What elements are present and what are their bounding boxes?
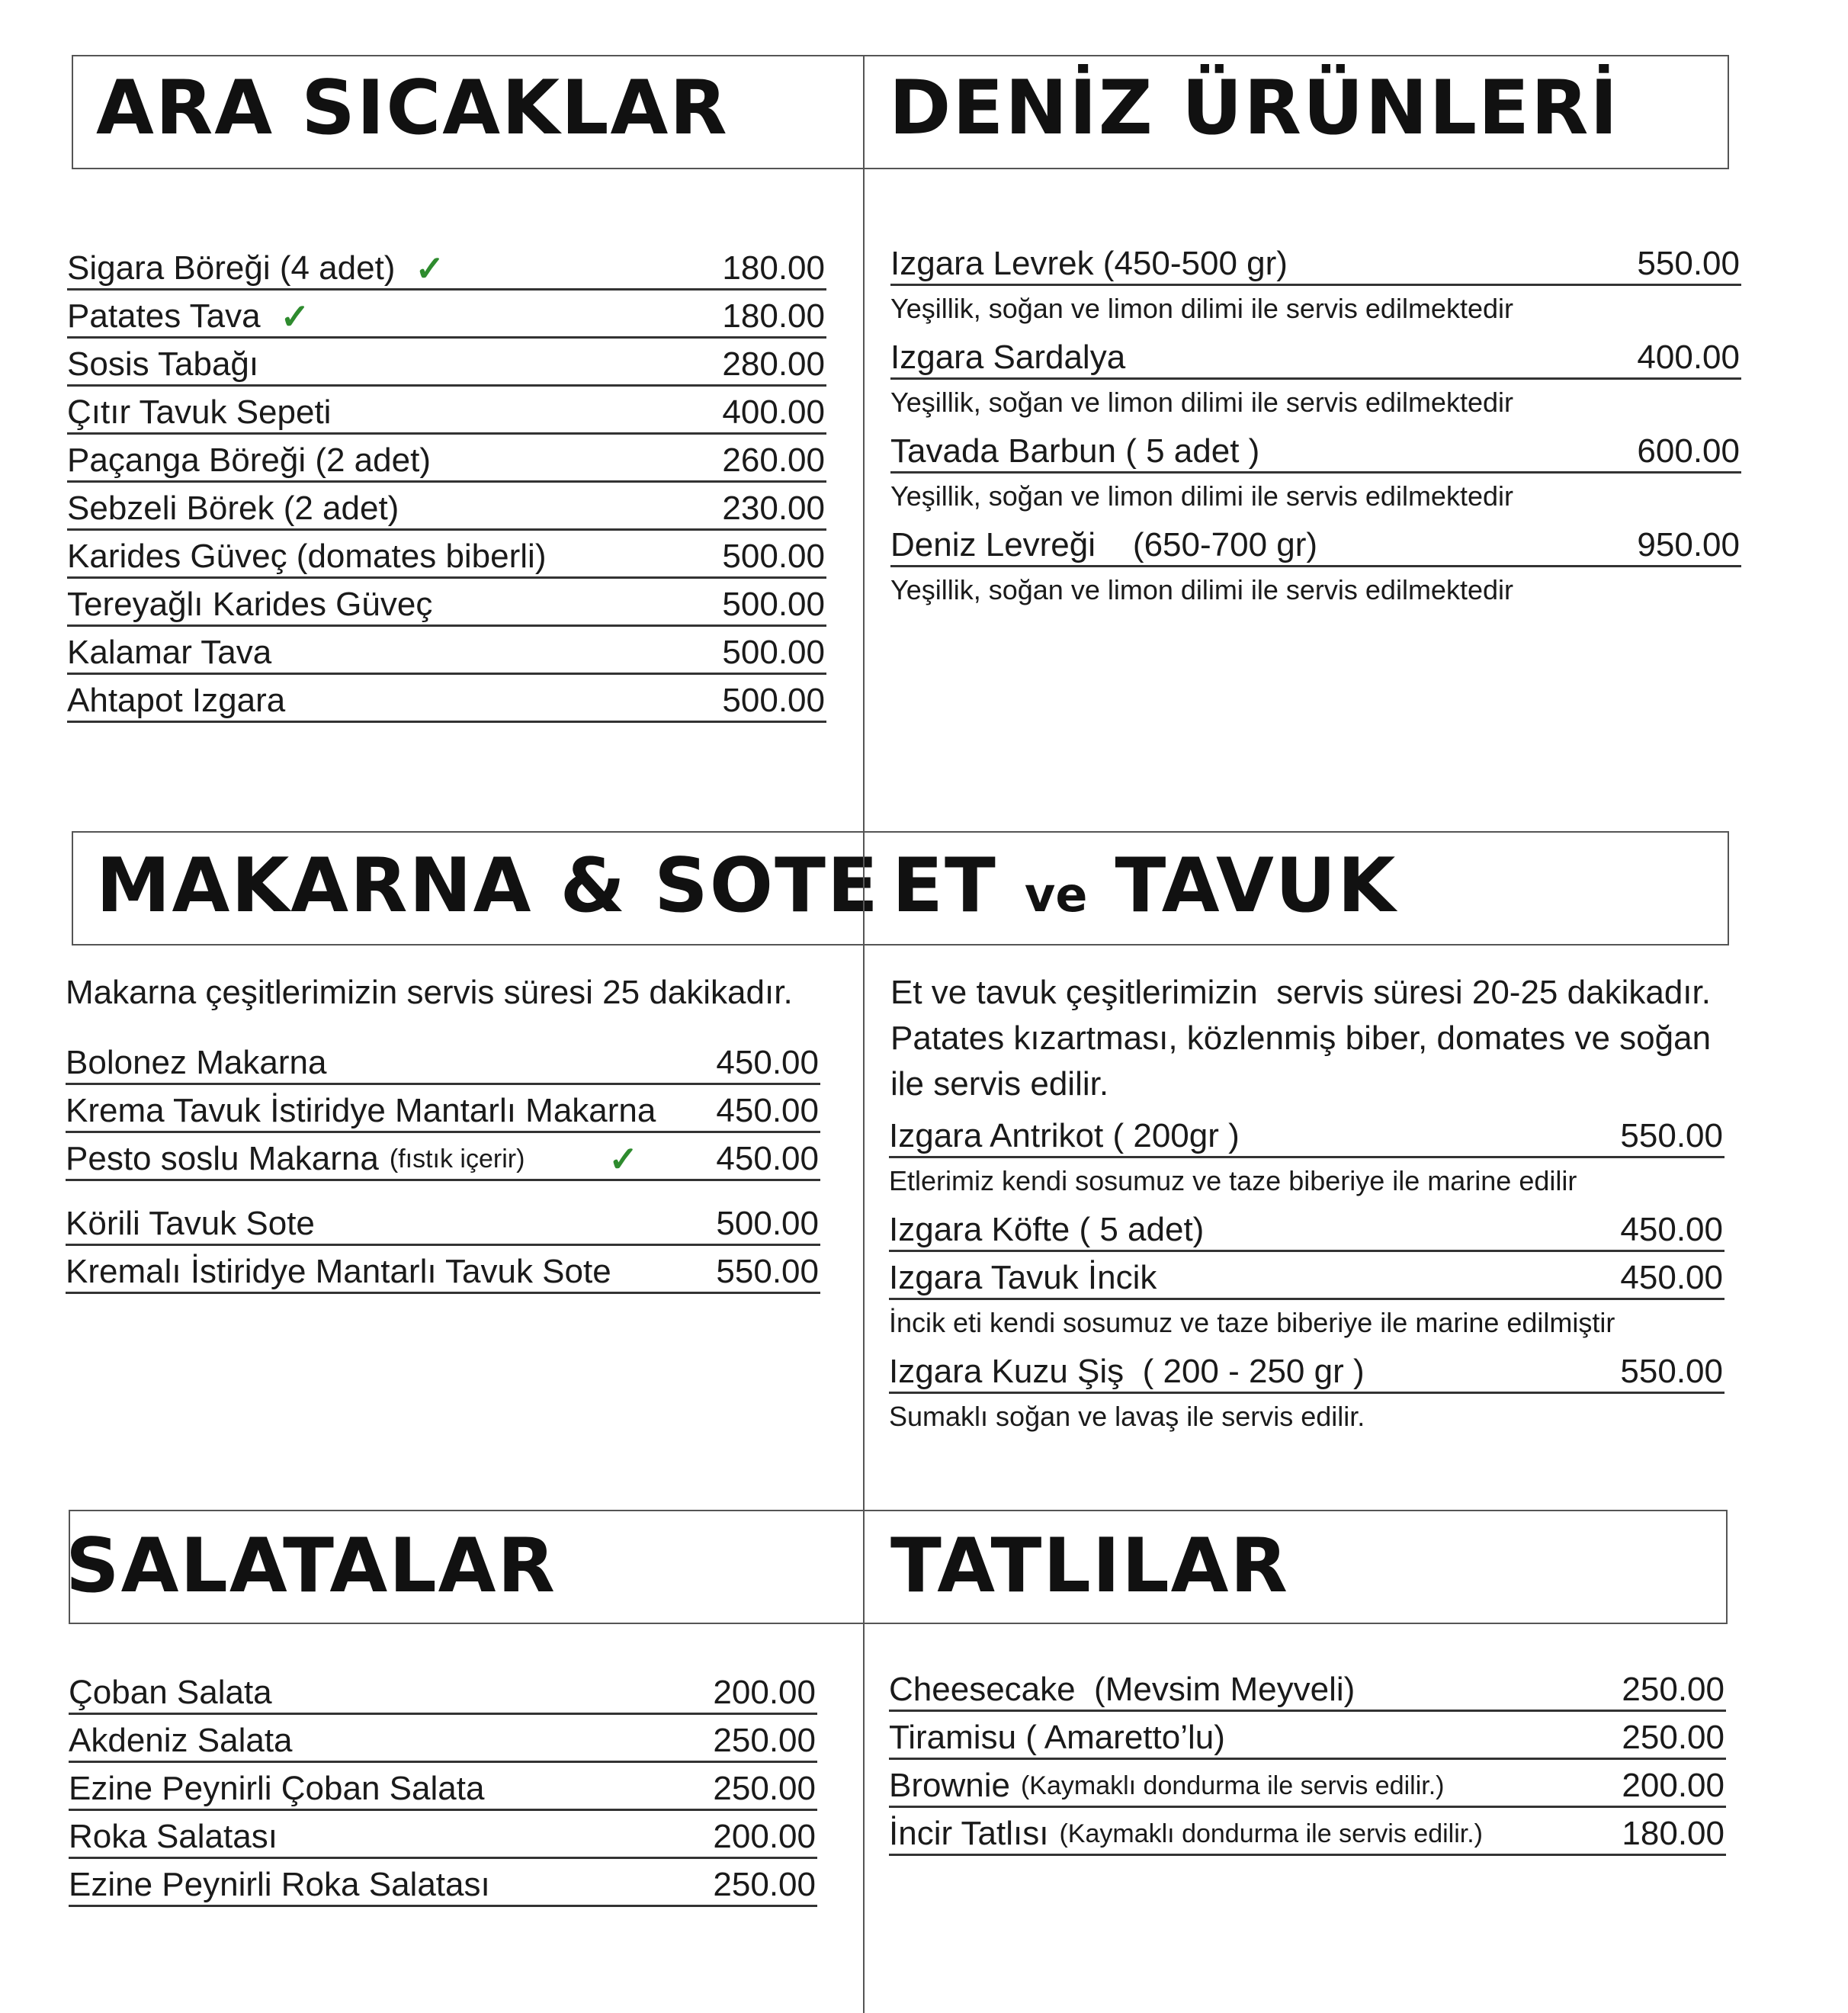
menu-item xyxy=(889,1766,1726,1808)
section-deniz-urunleri xyxy=(890,244,1741,619)
section-title-makarna-sote: MAKARNA & SOTE xyxy=(96,843,880,929)
menu-item xyxy=(889,1814,1726,1856)
item-description: Sumaklı soğan ve lavaş ile servis edilir. xyxy=(889,1401,1365,1432)
section-ara-sicaklar xyxy=(67,249,826,729)
item-price: 250.00 xyxy=(713,1866,816,1903)
leaf-icon: ✓ xyxy=(415,249,445,288)
item-name: Brownie xyxy=(889,1767,1010,1804)
item-name: Roka Salatası xyxy=(69,1818,278,1855)
menu-item xyxy=(69,1865,817,1907)
item-price: 550.00 xyxy=(716,1253,819,1290)
item-price: 500.00 xyxy=(716,1205,819,1242)
item-name: Tereyağlı Karides Güveç xyxy=(67,586,433,623)
title-ve: ve xyxy=(1024,867,1088,923)
menu-item xyxy=(889,1116,1724,1158)
menu-item xyxy=(67,345,826,387)
item-description: Yeşillik, soğan ve limon dilimi ile servis edilmektedir xyxy=(890,293,1513,324)
item-price: 550.00 xyxy=(1620,1353,1723,1390)
item-description: Yeşillik, soğan ve limon dilimi ile servis edilmektedir xyxy=(890,387,1513,418)
item-price: 400.00 xyxy=(722,393,825,431)
item-price: 250.00 xyxy=(1622,1671,1724,1708)
item-name: Izgara Kuzu Şiş ( 200 - 250 gr ) xyxy=(889,1353,1365,1390)
item-price: 200.00 xyxy=(713,1818,816,1855)
item-price: 250.00 xyxy=(713,1770,816,1807)
menu-item xyxy=(67,297,826,339)
item-name: İncir Tatlısı xyxy=(889,1815,1049,1852)
item-name: Kremalı İstiridye Mantarlı Tavuk Sote xyxy=(66,1253,611,1290)
item-name: Tavada Barbun ( 5 adet ) xyxy=(890,432,1260,470)
section-intro-et xyxy=(890,970,1711,1107)
item-name: Paçanga Böreği (2 adet) xyxy=(67,441,431,479)
item-name: Akdeniz Salata xyxy=(69,1722,293,1759)
section-tatlilar xyxy=(889,1670,1726,1862)
section-title-tatlilar: TATLILAR xyxy=(890,1523,1289,1610)
item-name: Çoban Salata xyxy=(69,1674,272,1711)
menu-item xyxy=(67,489,826,531)
item-name: Krema Tavuk İstiridye Mantarlı Makarna xyxy=(66,1092,656,1129)
item-name: Bolonez Makarna xyxy=(66,1044,327,1081)
menu-item xyxy=(66,1043,820,1085)
section-title-deniz-urunleri: DENİZ ÜRÜNLERİ xyxy=(889,65,1619,152)
item-price: 400.00 xyxy=(1637,339,1740,376)
menu-item xyxy=(69,1721,817,1763)
menu-item xyxy=(889,1670,1726,1712)
menu-item xyxy=(69,1817,817,1859)
leaf-icon: ✓ xyxy=(608,1139,638,1179)
item-price: 180.00 xyxy=(722,249,825,287)
section-title-ara-sicaklar: ARA SICAKLAR xyxy=(96,65,729,152)
menu-item xyxy=(67,633,826,675)
menu-item xyxy=(69,1769,817,1811)
item-name: Çıtır Tavuk Sepeti xyxy=(67,393,332,431)
item-name: Izgara Levrek (450-500 gr) xyxy=(890,245,1288,282)
center-divider xyxy=(863,55,865,2013)
leaf-icon: ✓ xyxy=(280,297,310,336)
menu-item xyxy=(67,681,826,723)
item-description: İncik eti kendi sosumuz ve taze biberiye ile marine edilmiştir xyxy=(889,1307,1615,1338)
menu-item xyxy=(67,249,826,291)
menu-item xyxy=(890,244,1741,286)
item-price: 550.00 xyxy=(1637,245,1740,282)
menu-item xyxy=(67,393,826,435)
item-description: Etlerimiz kendi sosumuz ve taze biberiye ile marine edilir xyxy=(889,1165,1577,1196)
menu-item xyxy=(889,1210,1724,1252)
menu-item xyxy=(66,1252,820,1294)
item-name: Ezine Peynirli Çoban Salata xyxy=(69,1770,485,1807)
section-title-et-tavuk xyxy=(892,843,1397,933)
item-price: 200.00 xyxy=(1622,1767,1724,1804)
intro-line: ile servis edilir. xyxy=(890,1065,1109,1103)
item-note: (Kaymaklı dondurma ile servis edilir.) xyxy=(1059,1819,1484,1848)
item-price: 250.00 xyxy=(713,1722,816,1759)
title-tavuk: TAVUK xyxy=(1115,843,1397,929)
intro-line: Patates kızartması, közlenmiş biber, domates ve soğan xyxy=(890,1019,1712,1057)
menu-item xyxy=(890,432,1741,474)
item-name: Deniz Levreği (650-700 gr) xyxy=(890,526,1318,563)
menu-item xyxy=(890,338,1741,380)
item-note: (fıstık içerir) xyxy=(389,1145,525,1173)
item-name: Izgara Sardalya xyxy=(890,339,1126,376)
section-intro-makarna: Makarna çeşitlerimizin servis süresi 25 dakikadır. xyxy=(66,974,793,1011)
section-et-tavuk xyxy=(889,1116,1724,1446)
item-price: 450.00 xyxy=(716,1140,819,1177)
item-name: Karides Güveç (domates biberli) xyxy=(67,538,547,575)
item-name: Kalamar Tava xyxy=(67,634,272,671)
menu-item xyxy=(66,1139,820,1181)
item-price: 230.00 xyxy=(722,490,825,527)
item-price: 450.00 xyxy=(1620,1211,1723,1248)
item-name: Sosis Tabağı xyxy=(67,345,259,383)
menu-item xyxy=(66,1204,820,1246)
item-price: 200.00 xyxy=(713,1674,816,1711)
item-price: 500.00 xyxy=(722,586,825,623)
item-description: Yeşillik, soğan ve limon dilimi ile servis edilmektedir xyxy=(890,574,1513,605)
menu-item xyxy=(67,585,826,627)
menu-item xyxy=(67,537,826,579)
menu-item xyxy=(69,1673,817,1715)
item-name: Körili Tavuk Sote xyxy=(66,1205,315,1242)
section-title-salatalar: SALATALAR xyxy=(66,1523,557,1610)
item-note: (Kaymaklı dondurma ile servis edilir.) xyxy=(1020,1771,1445,1800)
title-et: ET xyxy=(892,843,997,929)
item-price: 950.00 xyxy=(1637,526,1740,563)
item-name: Patates Tava xyxy=(67,297,261,335)
item-name: Ezine Peynirli Roka Salatası xyxy=(69,1866,490,1903)
item-price: 450.00 xyxy=(1620,1259,1723,1296)
item-description: Yeşillik, soğan ve limon dilimi ile servis edilmektedir xyxy=(890,480,1513,512)
menu-item xyxy=(889,1258,1724,1300)
item-price: 600.00 xyxy=(1637,432,1740,470)
item-price: 500.00 xyxy=(722,634,825,671)
item-price: 450.00 xyxy=(716,1092,819,1129)
menu-item xyxy=(889,1718,1726,1760)
item-price: 260.00 xyxy=(722,441,825,479)
section-makarna-sote xyxy=(66,1043,820,1300)
item-name: Sigara Böreği (4 adet) xyxy=(67,249,396,287)
item-name: Ahtapot Izgara xyxy=(67,682,286,719)
item-price: 250.00 xyxy=(1622,1719,1724,1756)
intro-line: Et ve tavuk çeşitlerimizin servis süresi 20-25 dakikadır. xyxy=(890,974,1711,1011)
item-price: 180.00 xyxy=(722,297,825,335)
item-name: Tiramisu ( Amaretto’lu) xyxy=(889,1719,1225,1756)
item-name: Pesto soslu Makarna xyxy=(66,1140,379,1177)
menu-item xyxy=(67,441,826,483)
item-name: Izgara Köfte ( 5 adet) xyxy=(889,1211,1205,1248)
item-name: Cheesecake (Mevsim Meyveli) xyxy=(889,1671,1356,1708)
menu-item xyxy=(66,1091,820,1133)
item-price: 280.00 xyxy=(722,345,825,383)
item-name: Izgara Antrikot ( 200gr ) xyxy=(889,1117,1240,1154)
item-price: 500.00 xyxy=(722,538,825,575)
menu-item xyxy=(890,525,1741,567)
item-name: Sebzeli Börek (2 adet) xyxy=(67,490,399,527)
section-salatalar xyxy=(69,1673,817,1913)
item-name: Izgara Tavuk İncik xyxy=(889,1259,1157,1296)
menu-item xyxy=(889,1352,1724,1394)
item-price: 550.00 xyxy=(1620,1117,1723,1154)
item-price: 450.00 xyxy=(716,1044,819,1081)
item-price: 500.00 xyxy=(722,682,825,719)
item-price: 180.00 xyxy=(1622,1815,1724,1852)
